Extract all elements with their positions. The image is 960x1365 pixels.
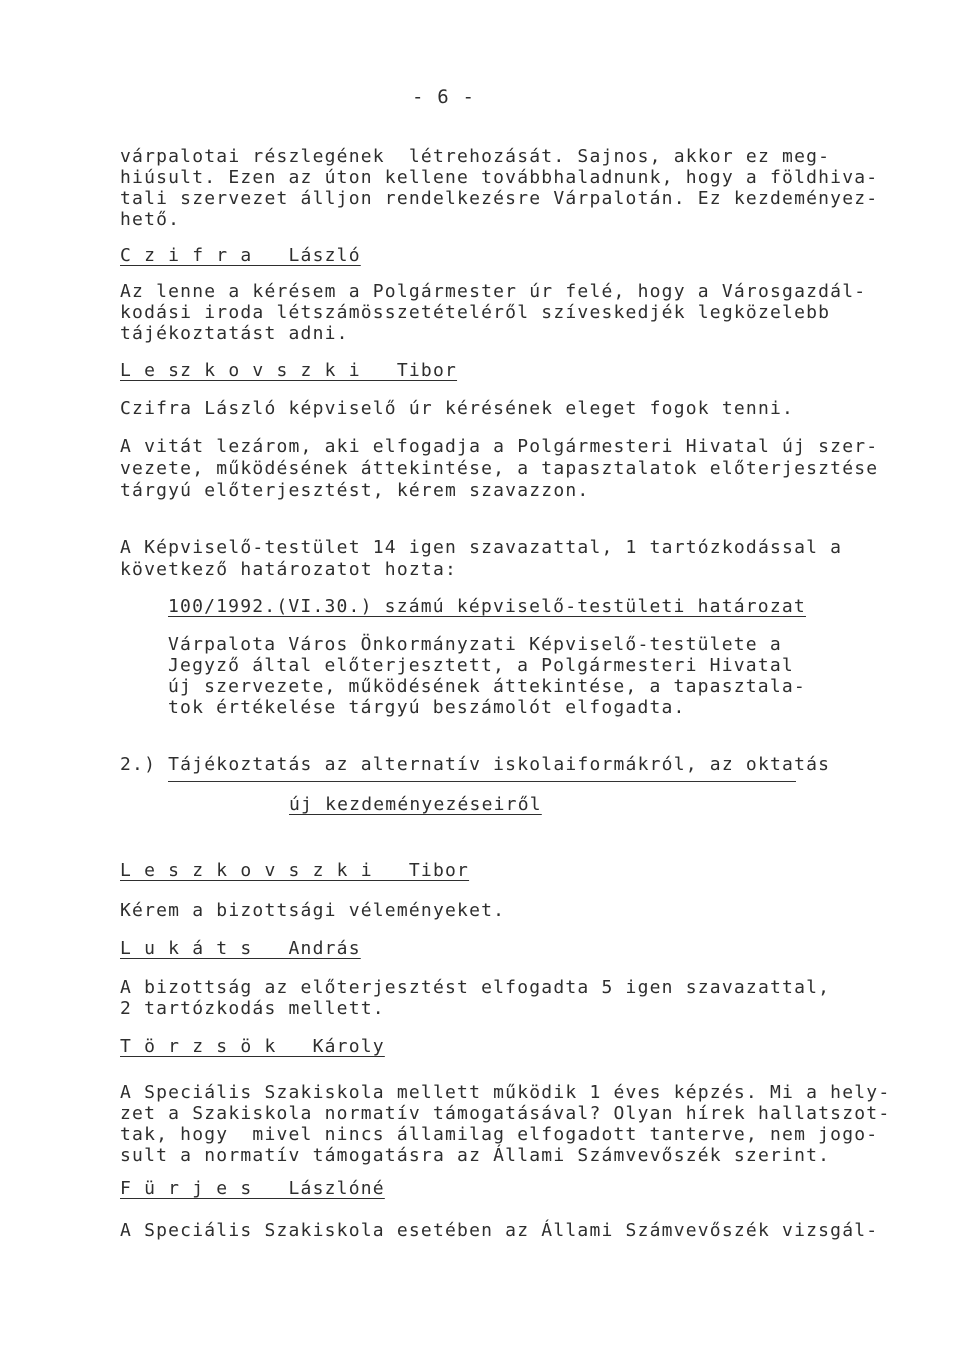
text-line: A bizottság az előterjesztést elfogadta 5 igen szavazattal, [120, 977, 831, 998]
agenda-title-rule [168, 781, 796, 782]
page-number: - 6 - [412, 86, 476, 108]
text-line: Kérem a bizottsági véleményeket. [120, 900, 506, 921]
text-line: hiúsult. Ezen az úton kellene továbbhaladnunk, hogy a földhiva- [120, 167, 879, 188]
text-line: sult a normatív támogatásra az Állami Számvevőszék szerint. [120, 1145, 831, 1166]
agenda-item-subtitle: új kezdeményezéseiről [289, 794, 542, 815]
text-line: hető. [120, 209, 181, 230]
resolution-line: Várpalota Város Önkormányzati Képviselő-testülete a [168, 634, 782, 655]
text-line: Czifra László képviselő úr kérésének eleget fogok tenni. [120, 398, 795, 419]
text-line: 2 tartózkodás mellett. [120, 998, 385, 1019]
speaker-name: L e s z k o v s z k i Tibor [120, 860, 470, 881]
resolution-line: tok értékelése tárgyú beszámolót elfogadta. [168, 697, 686, 718]
speaker-name: T ö r z s ö k Károly [120, 1036, 385, 1057]
text-line: tájékoztatást adni. [120, 323, 349, 344]
text-line: A Képviselő-testület 14 igen szavazattal, 1 tartózkodással a [120, 537, 843, 558]
text-line: zet a Szakiskola normatív támogatásával? Olyan hírek hallatszot- [120, 1103, 891, 1124]
text-line: vezete, működésének áttekintése, a tapasztalatok előterjesztése [120, 458, 879, 479]
text-line: tak, hogy mivel nincs államilag elfogadott tanterve, nem jogo- [120, 1124, 879, 1145]
speaker-name: L u k á t s András [120, 938, 361, 959]
resolution-line: új szervezete, működésének áttekintése, a tapasztala- [168, 676, 806, 697]
text-line: várpalotai részlegének létrehozását. Sajnos, akkor ez meg- [120, 146, 831, 167]
text-line: Az lenne a kérésem a Polgármester úr felé, hogy a Városgazdál- [120, 281, 867, 302]
agenda-item-title: 2.) Tájékoztatás az alternatív iskolaiformákról, az oktatás [120, 754, 831, 775]
speaker-name: C z i f r a László [120, 245, 361, 266]
text-line: A Speciális Szakiskola esetében az Állami Számvevőszék vizsgál- [120, 1220, 879, 1241]
text-line: kodási iroda létszámösszetételéről szíveskedjék legközelebb [120, 302, 831, 323]
resolution-title: 100/1992.(VI.30.) számú képviselő-testületi határozat [168, 596, 806, 617]
text-line: tali szervezet álljon rendelkezésre Várpalotán. Ez kezdeményez- [120, 188, 879, 209]
text-line: A vitát lezárom, aki elfogadja a Polgármesteri Hivatal új szer- [120, 436, 879, 457]
text-line: következő határozatot hozta: [120, 559, 458, 580]
speaker-name: F ü r j e s Lászlóné [120, 1178, 385, 1199]
resolution-line: Jegyző által előterjesztett, a Polgármesteri Hivatal [168, 655, 794, 676]
text-line: A Speciális Szakiskola mellett működik 1 éves képzés. Mi a hely- [120, 1082, 891, 1103]
speaker-name: L e sz k o v s z k i Tibor [120, 360, 458, 381]
text-line: tárgyú előterjesztést, kérem szavazzon. [120, 480, 590, 501]
